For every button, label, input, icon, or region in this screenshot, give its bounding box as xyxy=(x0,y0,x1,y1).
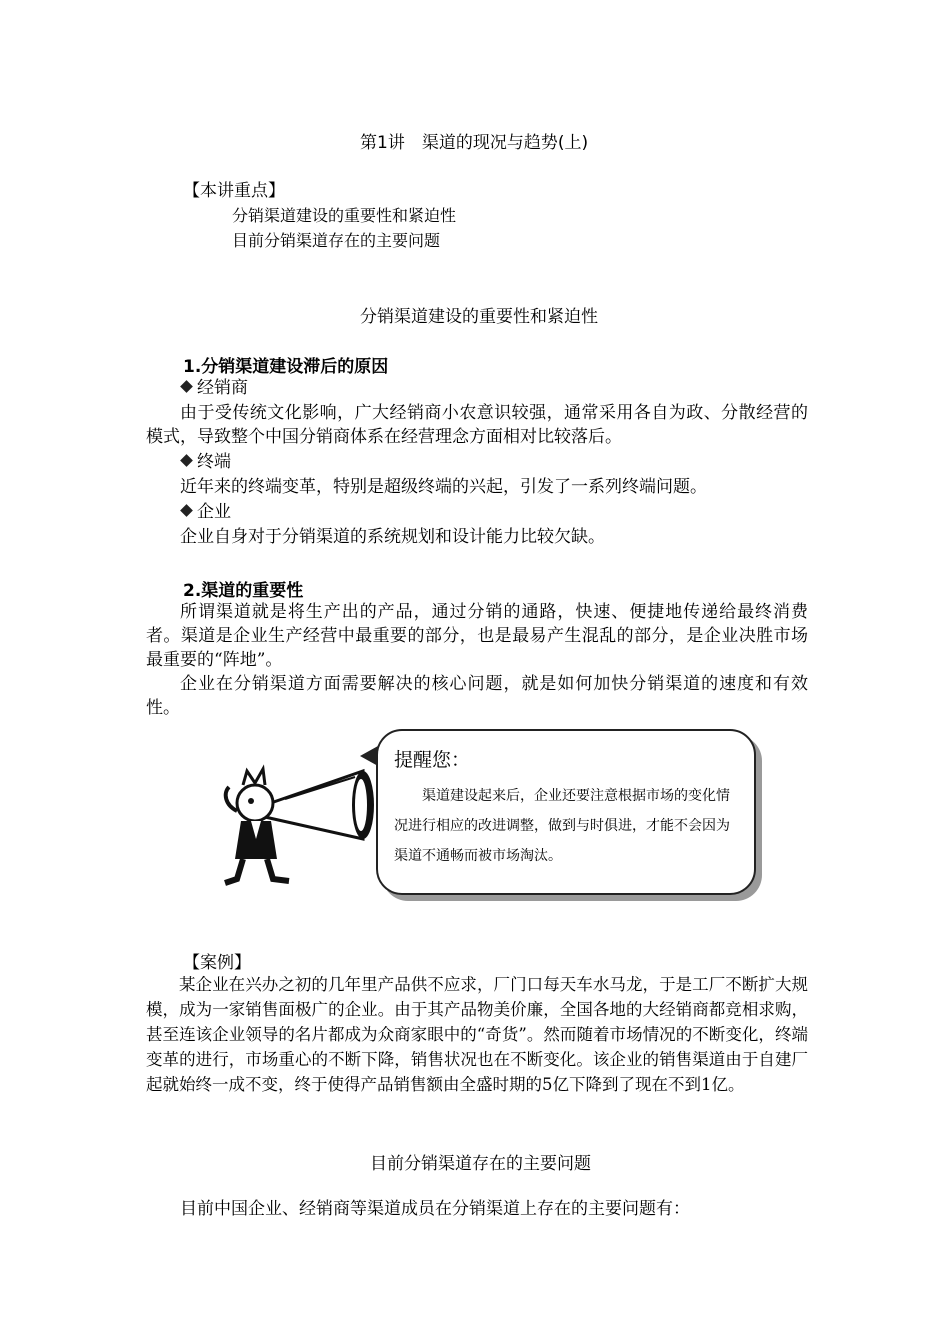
reminder-title: 提醒您： xyxy=(394,749,471,771)
megaphone-man-illustration xyxy=(215,763,375,889)
bullet-label: 企业 xyxy=(197,502,231,522)
key-point-2: 目前分销渠道存在的主要问题 xyxy=(232,231,441,250)
paragraph-text: 由于受传统文化影响，广大经销商小农意识较强，通常采用各自为政、分散经营的模式，导致整个中国分销商体系在经营理念方面相对比较落后。 xyxy=(146,403,808,447)
case-label: 【案例】 xyxy=(183,953,251,973)
paragraph xyxy=(146,525,808,549)
paragraph-text: 近年来的终端变革，特别是超级终端的兴起，引发了一系列终端问题。 xyxy=(180,477,707,497)
section-heading: 目前分销渠道存在的主要问题 xyxy=(370,1154,591,1174)
paragraph-text: 目前中国企业、经销商等渠道成员在分销渠道上存在的主要问题有： xyxy=(180,1199,690,1219)
paragraph xyxy=(146,1197,808,1221)
paragraph-text: 某企业在兴办之初的几年里产品供不应求，厂门口每天车水马龙，于是工厂不断扩大规模，成为一家销售面极广的企业。由于其产品物美价廉，全国各地的大经销商都竞相求购，甚至连该企业领导的名片都成为众商家眼中的“奇货”。然而随着市场情况的不断变化，终端变革的进行，市场重心的不断下降，销售状况也在不断变化。该企业的销售渠道由于自建厂起就始终一成不变，终于使得产品销售额由全盛时期的5亿下降到了现在不到1亿。 xyxy=(146,975,808,1094)
page-title: 第1讲 渠道的现况与趋势(上) xyxy=(360,133,589,153)
diamond-bullet-icon xyxy=(180,504,193,517)
bullet-label: 经销商 xyxy=(197,378,248,398)
paragraph xyxy=(146,475,808,499)
bullet-item-dealer xyxy=(178,376,248,401)
paragraph-text: 所谓渠道就是将生产出的产品，通过分销的通路，快速、便捷地传递给最终消费者。渠道是企业生产经营中最重要的部分，也是最易产生混乱的部分，是企业决胜市场最重要的“阵地”。 xyxy=(146,602,808,670)
bullet-item-enterprise xyxy=(178,500,231,525)
paragraph xyxy=(146,600,808,720)
diamond-bullet-icon xyxy=(180,380,193,393)
subsection-heading: 1.分销渠道建设滞后的原因 xyxy=(183,357,389,377)
reminder-text: 渠道建设起来后，企业还要注意根据市场的变化情况进行相应的改进调整，做到与时俱进，才能不会因为渠道不通畅而被市场淘汰。 xyxy=(394,788,730,864)
bullet-label: 终端 xyxy=(197,452,231,472)
paragraph xyxy=(146,401,808,449)
case-paragraph xyxy=(146,972,808,1097)
section-heading: 分销渠道建设的重要性和紧迫性 xyxy=(360,307,598,327)
paragraph-text: 企业自身对于分销渠道的系统规划和设计能力比较欠缺。 xyxy=(180,527,605,547)
paragraph-text: 企业在分销渠道方面需要解决的核心问题，就是如何加快分销渠道的速度和有效性。 xyxy=(146,674,808,718)
key-point-1: 分销渠道建设的重要性和紧迫性 xyxy=(232,206,457,225)
bullet-item-terminal xyxy=(178,450,231,475)
subsection-heading: 2.渠道的重要性 xyxy=(183,581,304,601)
diamond-bullet-icon xyxy=(180,454,193,467)
key-points-label: 【本讲重点】 xyxy=(183,181,285,201)
reminder-box xyxy=(376,729,756,895)
